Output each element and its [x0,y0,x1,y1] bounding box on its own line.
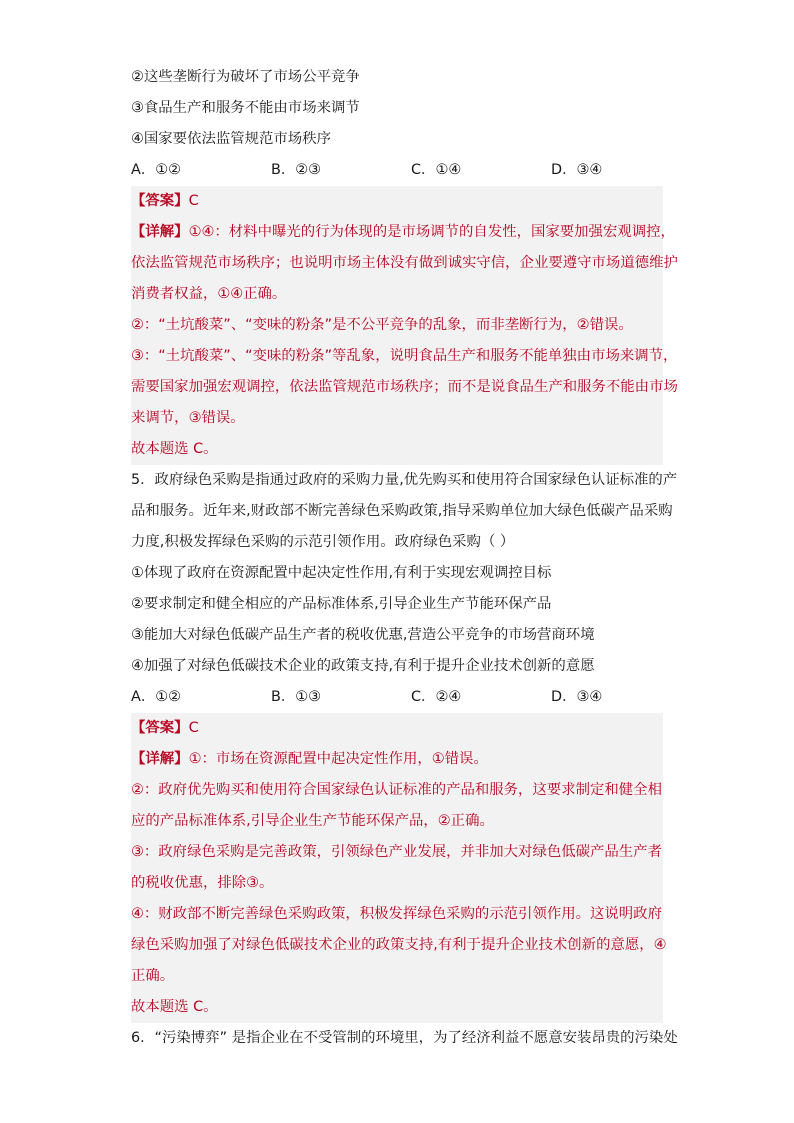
q5-choice-a: A．①② [131,689,182,705]
q4-choice-c: C．①④ [411,162,462,178]
q6-stem-line: 6．“污染博弈” 是指企业在不受管制的环境里，为了经济利益不愿意安装昂贵的污染处 [131,1030,678,1046]
q5-option-3: ③能加大对绿色低碳产品生产者的税收优惠,营造公平竞争的市场营商环境 [131,627,595,643]
q5-stem-line: 力度,积极发挥绿色采购的示范引领作用。政府绿色采购（ ） [131,534,515,550]
q5-detail-first [131,744,663,775]
q4-answer [131,186,663,217]
q5-option-1: ①体现了政府在资源配置中起决定性作用,有利于实现宏观调控目标 [131,565,552,581]
answer-label: 【答案】 [131,720,189,736]
q4-detail-first [131,217,675,248]
q5-options [131,558,663,682]
q5-stem [131,465,678,558]
q5-stem-line: 品和服务。近年来,财政部不断完善绿色采购政策,指导采购单位加大绿色低碳产品采购 [131,503,673,519]
q5-option-2: ②要求制定和健全相应的产品标准体系,引导企业生产节能环保产品 [131,596,552,612]
q5-choice-b: B．①③ [271,689,322,705]
q5-stem-line: 5．政府绿色采购是指通过政府的采购力量,优先购买和使用符合国家绿色认证标准的产 [131,472,678,488]
answer-value: C [188,720,199,736]
detail-num: ①④ [188,224,215,240]
q4-option-2: ②这些垄断行为破坏了市场公平竞争 [131,69,360,85]
detail-text: ①：市场在资源配置中起决定性作用，①错误。 [188,751,488,767]
q5-choice-c: C．②④ [411,689,462,705]
q5-detail-line: 应的产品标准体系,引导企业生产节能环保产品，②正确。 [131,813,494,829]
q5-detail-line: ②：政府优先购买和使用符合国家绿色认证标准的产品和服务，这要求制定和健全相 [131,782,662,798]
answer-label: 【答案】 [131,193,189,209]
detail-text: ：材料中曝光的行为体现的是市场调节的自发性，国家要加强宏观调控， [214,224,675,240]
q5-answer-block [131,713,667,1023]
document-page [131,62,678,1054]
detail-label: 【详解】 [131,224,189,240]
q4-option-3: ③食品生产和服务不能由市场来调节 [131,100,360,116]
q5-detail-line: 正确。 [131,968,175,984]
q4-choice-a: A．①② [131,162,182,178]
q4-option-4: ④国家要依法监管规范市场秩序 [131,131,331,147]
q4-choice-b: B．②③ [271,162,322,178]
q5-detail-line: ④：财政部不断完善绿色采购政策，积极发挥绿色采购的示范引领作用。这说明政府 [131,906,662,922]
q5-detail-line: 绿色采购加强了对绿色低碳技术企业的政策支持,有利于提升企业技术创新的意愿，④ [131,937,667,953]
q5-detail-line: 的税收优惠，排除③。 [131,875,274,891]
q4-detail-line: 消费者权益，①④正确。 [131,286,287,302]
q4-choices [131,155,663,186]
q5-detail-line: ③：政府绿色采购是完善政策，引领绿色产业发展，并非加大对绿色低碳产品生产者 [131,844,662,860]
q5-conclusion: 故本题选 C。 [131,999,218,1015]
q4-conclusion: 故本题选 C。 [131,441,218,457]
q4-detail-line: ③：“土坑酸菜”、“变味的粉条”等乱象，说明食品生产和服务不能单独由市场来调节， [131,348,678,364]
q4-detail-line: 来调节，③错误。 [131,410,245,426]
answer-value: C [188,193,199,209]
q4-answer-block [131,186,678,465]
q4-detail-line: 依法监管规范市场秩序；也说明市场主体没有做到诚实守信，企业要遵守市场道德维护 [131,255,678,271]
q5-choices [131,682,663,713]
detail-label: 【详解】 [131,751,189,767]
q5-option-4: ④加强了对绿色低碳技术企业的政策支持,有利于提升企业技术创新的意愿 [131,658,595,674]
q4-detail-line: 需要国家加强宏观调控，依法监管规范市场秩序；而不是说食品生产和服务不能由市场 [131,379,678,395]
q5-choice-d: D．③④ [551,689,603,705]
q5-answer [131,713,663,744]
q4-detail-line: ②：“土坑酸菜”、“变味的粉条”是不公平竞争的乱象，而非垄断行为，②错误。 [131,317,633,333]
q4-choice-d: D．③④ [551,162,603,178]
q4-options [131,62,663,155]
